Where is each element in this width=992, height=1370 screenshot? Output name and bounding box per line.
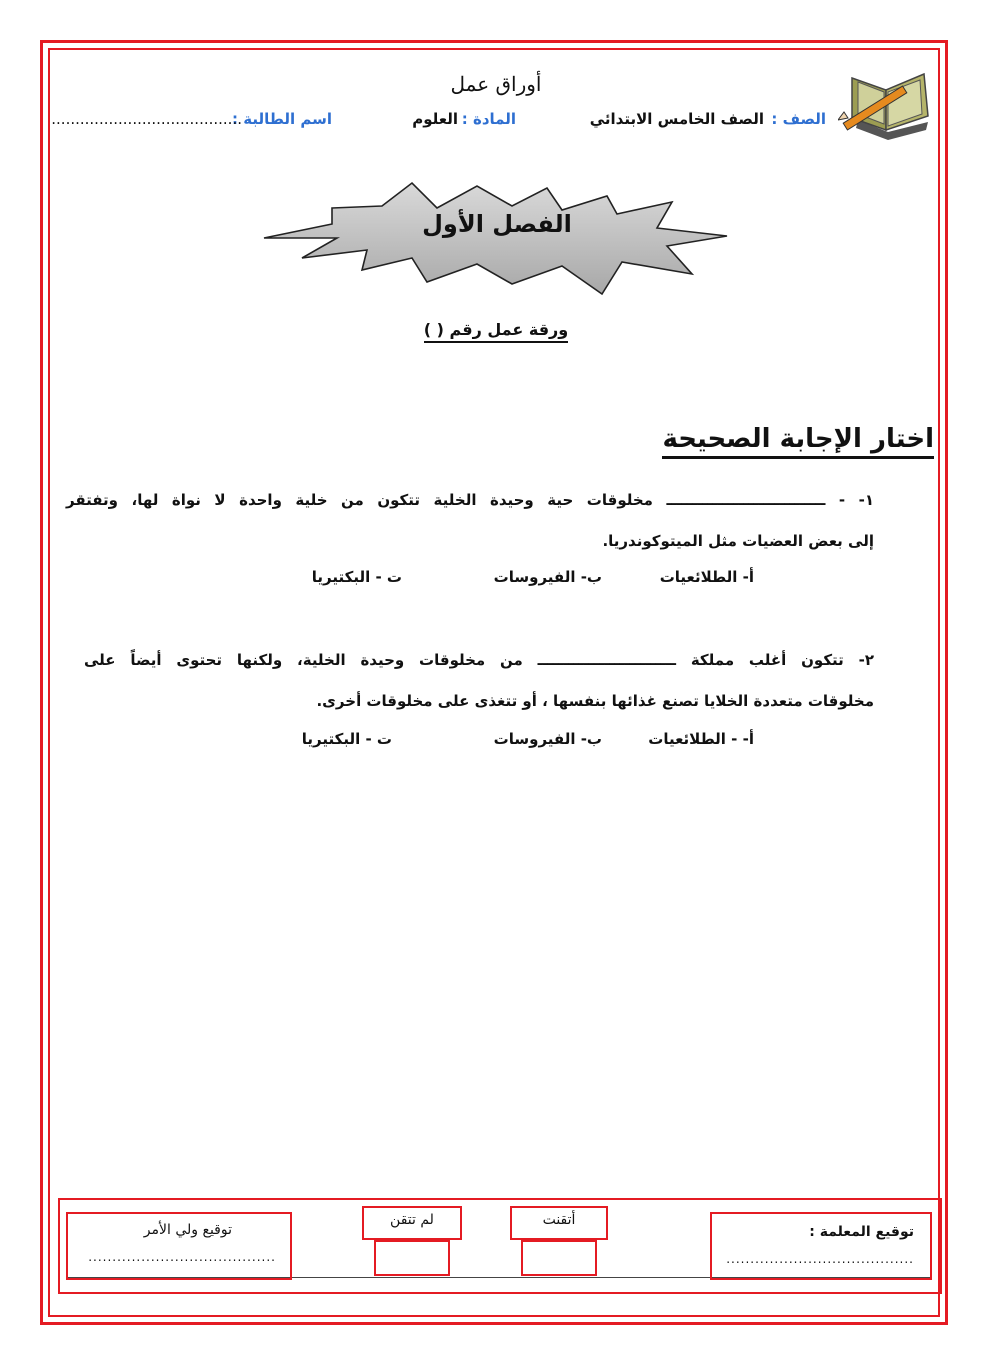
mastered-checkbox[interactable] — [521, 1240, 597, 1276]
q1-option-a[interactable]: أ- الطلائعيات — [659, 568, 754, 586]
question-1 — [66, 480, 874, 562]
teacher-signature-box[interactable] — [710, 1212, 932, 1280]
section-title: اختار الإجابة الصحيحة — [662, 424, 934, 459]
question-2-line-2: مخلوقات متعددة الخلايا تصنع غذائها بنفسها ، أو تتغذى على مخلوقات أخرى. — [316, 692, 874, 710]
q1-option-b[interactable]: ب- الفيروسات — [493, 568, 602, 586]
q1-option-c[interactable]: ت - البكتيريا — [311, 568, 402, 586]
worksheet-number — [0, 320, 992, 339]
mastered-label-box — [510, 1206, 608, 1240]
not-mastered-label: لم تتقن — [390, 1212, 434, 1228]
question-2-line-1: ٢- تتكون أغلب مملكة ـــــــــــــــــــــــــــ من مخلوقات وحيدة الخلية، ولكنها تحتوى أيضاً على — [84, 651, 874, 669]
subject-label: المادة : — [461, 110, 516, 128]
worksheet-number-text: ورقة عمل رقم ( ) — [424, 320, 568, 343]
subject-value: العلوم — [412, 110, 458, 128]
class-label: الصف : — [771, 110, 826, 128]
question-2 — [84, 640, 874, 722]
student-name-field[interactable]: ........................................ — [51, 110, 242, 128]
chapter-title: الفصل الأول — [422, 210, 572, 238]
q2-option-b[interactable]: ب- الفيروسات — [493, 730, 602, 748]
not-mastered-label-box — [362, 1206, 462, 1240]
parent-signature-dots: ....................................... — [88, 1250, 276, 1264]
q2-option-a[interactable]: أ- - الطلائعيات — [648, 730, 754, 748]
page-title: أوراق عمل — [450, 72, 542, 96]
question-1-line-1: ١- - ـــــــــــــــــــــــــــــــ مخلوقات حية وحيدة الخلية تتكون من خلية واحدة لا نواة لها، وتفتقر — [66, 491, 874, 509]
parent-signature-label: توقيع ولي الأمر — [143, 1222, 232, 1238]
question-1-line-2: إلى بعض العضيات مثل الميتوكوندريا. — [602, 532, 874, 550]
teacher-signature-dots: ....................................... — [726, 1252, 914, 1266]
teacher-signature-label: توقيع المعلمة : — [809, 1224, 914, 1240]
mastered-label: أتقنت — [542, 1212, 576, 1228]
parent-signature-box[interactable] — [66, 1212, 292, 1280]
class-value: الصف الخامس الابتدائي — [589, 110, 764, 128]
student-name-label: اسم الطالبة : — [232, 110, 332, 128]
not-mastered-checkbox[interactable] — [374, 1240, 450, 1276]
q2-option-c[interactable]: ت - البكتيريا — [301, 730, 392, 748]
